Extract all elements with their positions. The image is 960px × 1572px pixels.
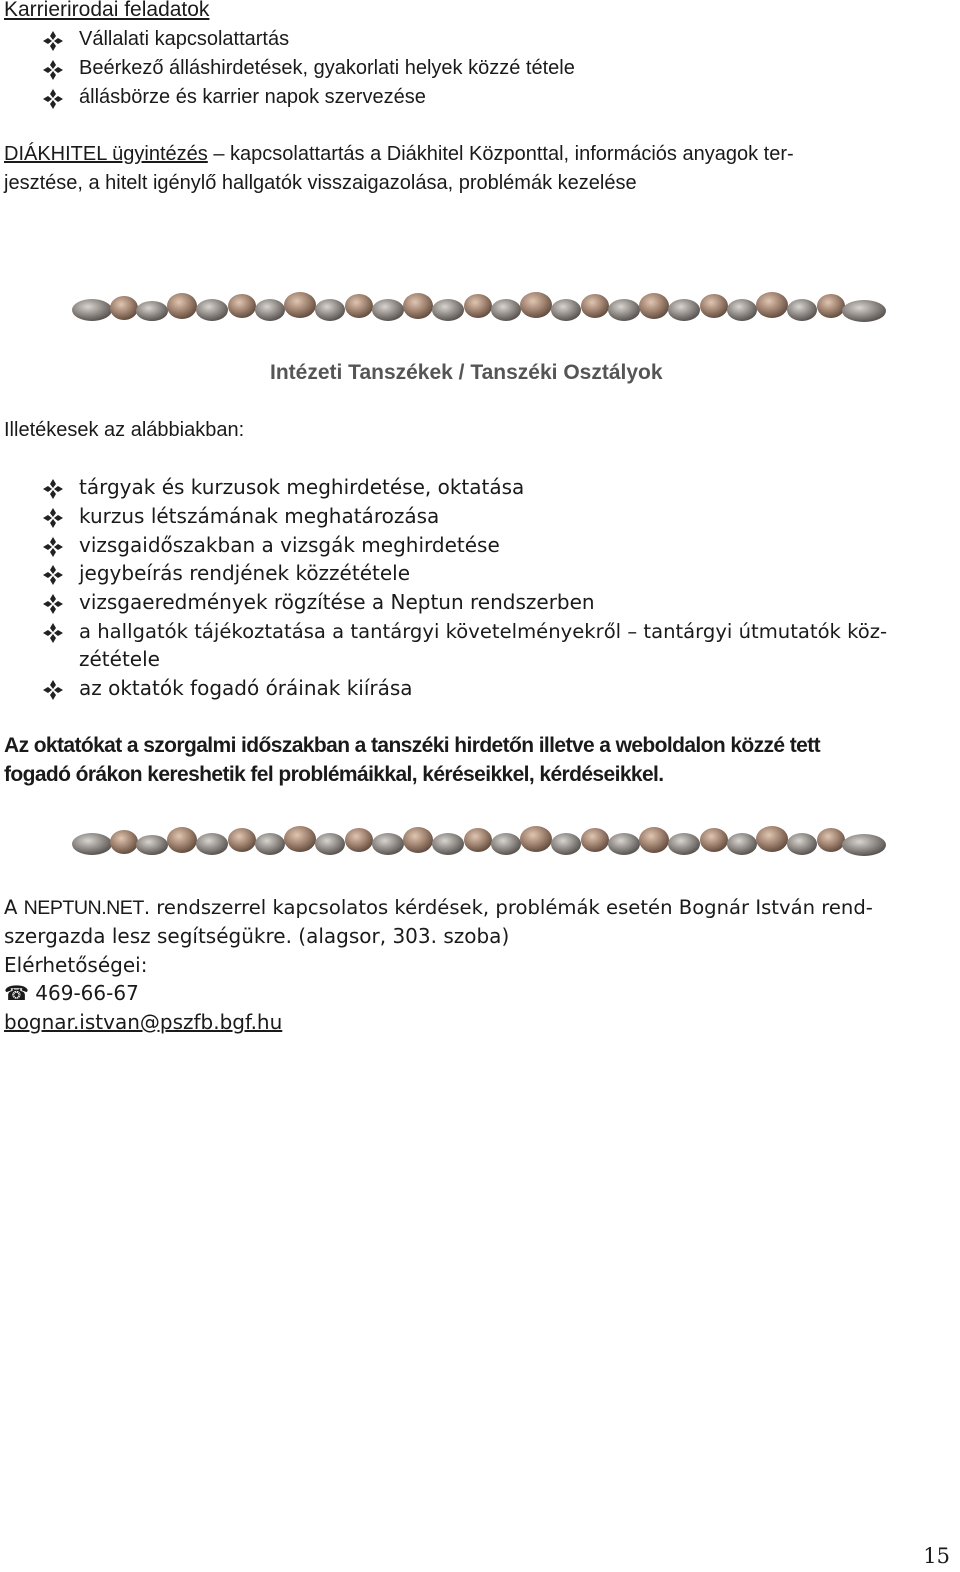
neptun-text: . rendszerrel kapcsolatos kérdések, problémák esetén Bognár István rend-: [143, 896, 873, 919]
department-item: tárgyak és kurzusok meghirdetése, oktatása: [79, 475, 525, 499]
diamond-bullet-icon: [42, 679, 64, 701]
department-item: vizsgaidőszakban a vizsgák meghirdetése: [79, 533, 500, 557]
career-heading: Karrierirodai feladatok: [4, 0, 210, 21]
diamond-bullet-icon: [42, 622, 64, 644]
neptun-system-name: NEPTUN.NET: [23, 897, 144, 919]
diamond-bullet-icon: [42, 88, 64, 110]
diamond-bullet-icon: [42, 564, 64, 586]
diamond-bullet-icon: [42, 536, 64, 558]
office-hours-note-line-2: fogadó órákon kereshetik fel problémáikkal, kéréseikkel, kérdéseikkel.: [4, 763, 664, 786]
contacts-label: Elérhetőségei:: [4, 953, 148, 977]
department-item: kurzus létszámának meghatározása: [79, 504, 440, 528]
page-number: 15: [923, 1544, 950, 1568]
responsible-label: Illetékesek az alábbiakban:: [4, 419, 245, 441]
email-link[interactable]: bognar.istvan@pszfb.bgf.hu: [4, 1010, 283, 1034]
department-item: az oktatók fogadó óráinak kiírása: [79, 676, 413, 700]
unit-title: Intézeti Tanszékek / Tanszéki Osztályok: [270, 361, 663, 384]
department-item: vizsgaeredmények rögzítése a Neptun rendszerben: [79, 590, 595, 614]
neptun-line-2: szergazda lesz segítségükre. (alagsor, 303. szoba): [4, 924, 510, 948]
career-item: Vállalati kapcsolattartás: [79, 28, 290, 50]
diamond-bullet-icon: [42, 593, 64, 615]
pebble-divider: [72, 820, 888, 860]
student-loan-line-2: jesztése, a hitelt igénylő hallgatók visszaigazolása, problémák kezelése: [4, 172, 637, 194]
office-hours-note-line-1: Az oktatókat a szorgalmi időszakban a tanszéki hirdetőn illetve a weboldalon közzé tett: [4, 734, 820, 757]
phone-row: [4, 979, 139, 1008]
department-item-continued: zététele: [79, 647, 160, 671]
diamond-bullet-icon: [42, 30, 64, 52]
career-item: Beérkező álláshirdetések, gyakorlati helyek közzé tétele: [79, 57, 575, 79]
student-loan-text: – kapcsolattartás a Diákhitel Központtal, információs anyagok ter-: [207, 143, 794, 165]
career-item: állásbörze és karrier napok szervezése: [79, 86, 426, 108]
neptun-prefix: A: [4, 896, 24, 919]
phone-icon: ☎: [4, 981, 29, 1005]
diamond-bullet-icon: [42, 478, 64, 500]
phone-number: 469-66-67: [35, 981, 139, 1005]
student-loan-label: DIÁKHITEL ügyintézés: [4, 143, 208, 165]
department-item: a hallgatók tájékoztatása a tantárgyi követelményekről – tantárgyi útmutatók köz-: [79, 620, 888, 643]
student-loan-line-1: [4, 140, 794, 169]
pebble-divider: [72, 286, 888, 326]
department-item: jegybeírás rendjének közzététele: [79, 561, 411, 585]
diamond-bullet-icon: [42, 59, 64, 81]
neptun-line-1: [4, 893, 873, 923]
diamond-bullet-icon: [42, 507, 64, 529]
